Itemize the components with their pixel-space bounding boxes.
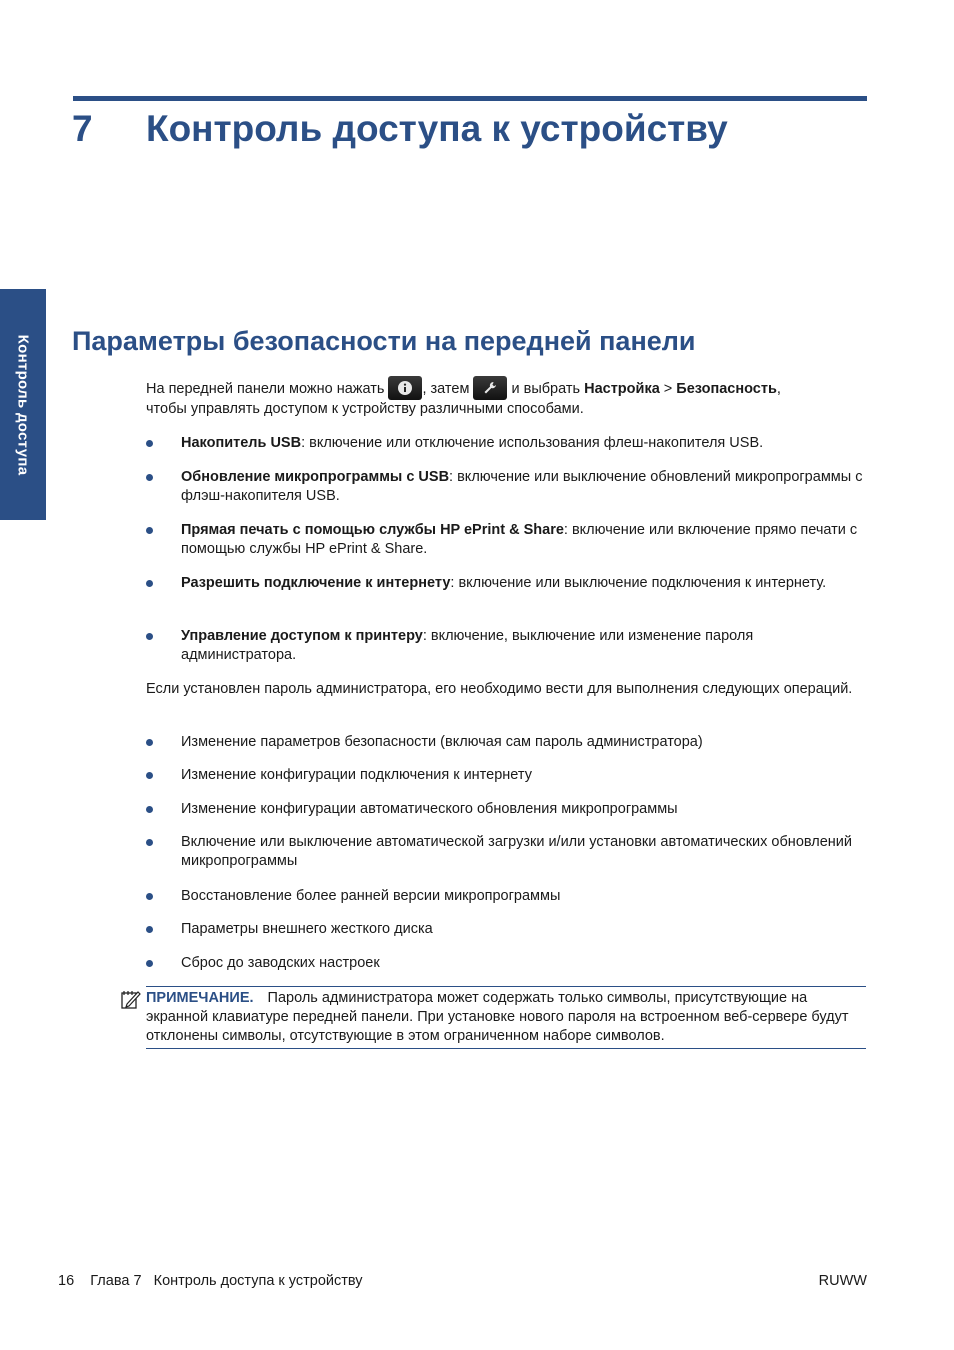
operation-item — [146, 954, 868, 973]
operation-item — [146, 733, 868, 752]
feature-term: Обновление микропрограммы с USB — [181, 469, 450, 485]
info-icon — [388, 376, 422, 400]
note-pencil-icon — [120, 988, 142, 1010]
bullet-dot — [146, 839, 153, 846]
intro-setup-term: Настройка — [584, 381, 660, 397]
intro-security-term: Безопасность — [676, 381, 777, 397]
chapter-title-text: Контроль доступа к устройству — [146, 108, 728, 149]
section-title: Параметры безопасности на передней панели — [72, 326, 696, 356]
operation-text: Сброс до заводских настроек — [181, 955, 380, 971]
footer-left — [58, 1273, 363, 1289]
operation-text: Восстановление более ранней версии микропрограммы — [181, 888, 561, 904]
footer-right — [819, 1273, 867, 1289]
feature-desc: : включение или отключение использования флеш-накопителя USB. — [301, 435, 764, 451]
feature-item — [146, 627, 868, 665]
admin-paragraph: Если установлен пароль администратора, его необходимо вести для выполнения следующих операций. — [146, 681, 853, 697]
chapter-top-rule — [73, 96, 867, 101]
feature-item — [146, 434, 868, 453]
bullet-dot — [146, 772, 153, 779]
operation-text: Параметры внешнего жесткого диска — [181, 921, 433, 937]
chapter-title — [72, 108, 728, 150]
bullet-dot — [146, 926, 153, 933]
feature-item — [146, 574, 868, 593]
intro-text-2: , затем — [422, 381, 470, 397]
footer-chapter-title: Контроль доступа к устройству — [153, 1273, 363, 1289]
operation-text: Изменение конфигурации подключения к интернету — [181, 767, 532, 783]
footer-page-number: 16 — [58, 1273, 75, 1289]
intro-text-line2: чтобы управлять доступом к устройству различными способами. — [146, 401, 584, 417]
operation-item — [146, 920, 868, 939]
bullet-dot — [146, 893, 153, 900]
intro-comma: , — [776, 381, 781, 397]
operation-item — [146, 766, 868, 785]
feature-term: Накопитель USB — [181, 435, 302, 451]
side-tab — [0, 289, 46, 520]
feature-term: Разрешить подключение к интернету — [181, 575, 451, 591]
note-text: Пароль администратора может содержать только символы, присутствующие на экранной клавиатуре передней панели. При установке нового пароля на встроенном веб-сервере будут отклонены символы, отсутствующие в этом ограниченном наборе символов. — [146, 990, 849, 1044]
wrench-icon — [473, 376, 507, 400]
operation-text: Включение или выключение автоматической загрузки и/или установки автоматических обновлений микропрограммы — [181, 834, 852, 869]
intro-text-1: На передней панели можно нажать — [146, 381, 385, 397]
bullet-dot — [146, 960, 153, 967]
operation-text: Изменение конфигурации автоматического обновления микропрограммы — [181, 801, 678, 817]
bullet-dot — [146, 580, 153, 587]
operation-item — [146, 887, 868, 906]
bullet-dot — [146, 440, 153, 447]
note-label: ПРИМЕЧАНИЕ. — [146, 990, 254, 1006]
chapter-number: 7 — [72, 108, 93, 149]
operation-item — [146, 800, 868, 819]
operation-text: Изменение параметров безопасности (включая сам пароль администратора) — [181, 734, 703, 750]
bullet-dot — [146, 527, 153, 534]
intro-text-3: и выбрать — [511, 381, 581, 397]
feature-term: Прямая печать с помощью службы HP ePrint & Share — [181, 522, 564, 538]
intro-separator: > — [663, 381, 673, 397]
side-tab-label: Контроль доступа — [14, 334, 32, 475]
intro-paragraph — [146, 376, 868, 419]
feature-desc: : включение или включение прямо печати с помощью службы HP ePrint & Share. — [181, 522, 858, 557]
note-box — [146, 986, 866, 1049]
bullet-dot — [146, 474, 153, 481]
feature-item — [146, 468, 868, 506]
footer-code: RUWW — [818, 1273, 867, 1289]
bullet-dot — [146, 739, 153, 746]
feature-desc: : включение, выключение или изменение пароля администратора. — [181, 628, 754, 663]
bullet-dot — [146, 806, 153, 813]
operation-item — [146, 833, 868, 871]
footer-chapter: Глава 7 — [90, 1273, 142, 1289]
bullet-dot — [146, 633, 153, 640]
feature-term: Управление доступом к принтеру — [181, 628, 423, 644]
feature-desc: : включение или выключение подключения к интернету. — [450, 575, 827, 591]
feature-desc: : включение или выключение обновлений микропрограммы с флэш-накопителя USB. — [181, 469, 863, 504]
feature-item — [146, 521, 868, 559]
